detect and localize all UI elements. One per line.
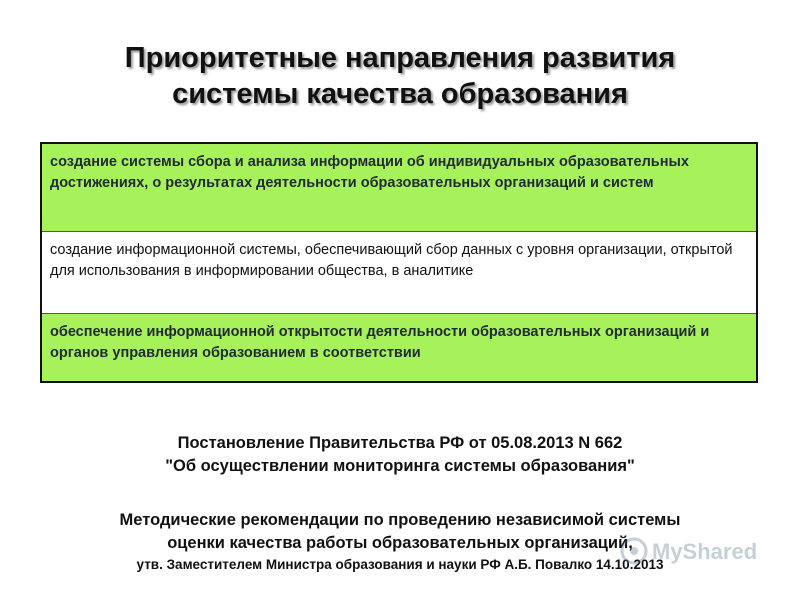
methodical-recommendations — [0, 509, 800, 574]
direction-item-data-collection: создание системы сбора и анализа информации об индивидуальных образовательных достижениях, о результатах деятельности образовательных организаций и систем — [42, 144, 756, 232]
direction-item-openness: обеспечение информационной открытости деятельности образовательных организаций и органов управления образованием в соответствии — [42, 314, 756, 381]
decree-line-1: Постановление Правительства РФ от 05.08.2013 N 662 — [177, 434, 623, 452]
watermark-text: MyShared — [652, 539, 758, 564]
recommendations-line-1: Методические рекомендации по проведению независимой системы — [119, 511, 681, 529]
recommendations-line-3: утв. Заместителем Министра образования и науки РФ А.Б. Повалко 14.10.2013 — [136, 557, 664, 572]
government-decree — [0, 432, 800, 478]
slide-title — [0, 40, 800, 112]
recommendations-line-2: оценки качества работы образовательных организаций, — [167, 534, 633, 552]
slide-title-line-2: системы качества образования — [172, 78, 628, 110]
directions-table — [40, 142, 758, 383]
direction-item-information-system: создание информационной системы, обеспечивающий сбор данных с уровня организации, открытой для использования в информировании общества, в аналитике — [42, 232, 756, 314]
decree-line-2: "Об осуществлении мониторинга системы образования" — [165, 457, 635, 475]
slide-title-line-1: Приоритетные направления развития — [124, 42, 676, 74]
